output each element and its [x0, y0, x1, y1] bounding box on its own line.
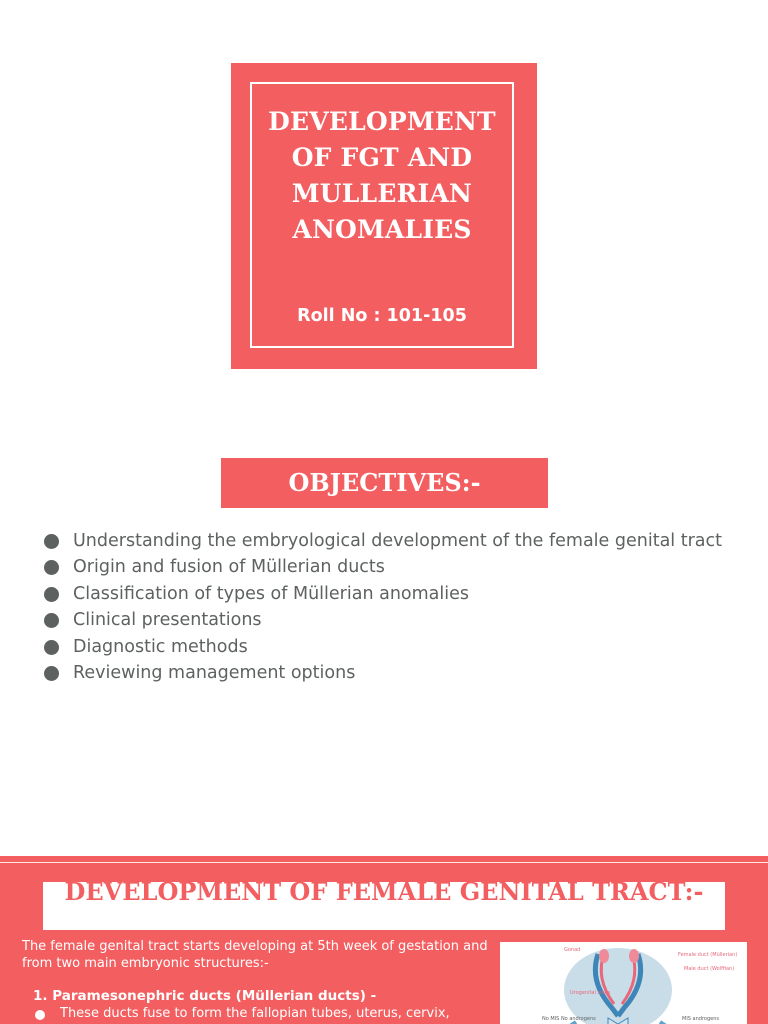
divider — [0, 862, 768, 863]
list-item: Clinical presentations — [44, 607, 754, 633]
label-gonad: Gonad — [564, 947, 581, 953]
bullet-icon — [35, 1010, 45, 1020]
development-heading-box — [43, 877, 725, 930]
bullet-icon — [44, 640, 59, 655]
roll-number: Roll No : 101-105 — [297, 306, 467, 326]
list-item: Diagnostic methods — [44, 634, 754, 660]
bullet-icon — [44, 534, 59, 549]
sub-bullet: These ducts fuse to form the fallopian tubes, uterus, cervix, — [33, 1006, 510, 1021]
label-male-duct: Male duct (Wolffian) — [684, 966, 735, 972]
gonad-left — [599, 949, 609, 963]
numbered-item: 1. Paramesonephric ducts (Müllerian ducts) - — [33, 988, 377, 1004]
objectives-heading: OBJECTIVES:- — [221, 458, 548, 508]
duct-diagram-graphic — [500, 942, 747, 1024]
gonad-right — [629, 949, 639, 963]
list-item: Origin and fusion of Müllerian ducts — [44, 554, 754, 580]
label-female-duct: Female duct (Müllerian) — [678, 952, 738, 958]
label-sinus: Urogenital sinus — [570, 990, 611, 996]
objectives-list — [44, 528, 754, 686]
bullet-icon — [44, 587, 59, 602]
label-no-mis: No MIS No androgens — [542, 1016, 596, 1022]
intro-paragraph: The female genital tract starts developing at 5th week of gestation and from two main embryonic structures:- — [22, 939, 488, 971]
embryology-diagram — [500, 942, 747, 1024]
title-card — [231, 63, 537, 369]
presentation-title: DEVELOPMENT OF FGT AND MULLERIAN ANOMALIES — [268, 107, 496, 244]
title-frame — [250, 82, 514, 348]
development-heading: DEVELOPMENT OF FEMALE GENITAL TRACT:- — [64, 877, 704, 906]
list-item: Classification of types of Müllerian anomalies — [44, 581, 754, 607]
development-slide — [0, 856, 768, 1024]
bullet-icon — [44, 666, 59, 681]
bullet-icon — [44, 560, 59, 575]
bullet-icon — [44, 613, 59, 628]
list-item: Understanding the embryological development of the female genital tract — [44, 528, 754, 554]
label-mis: MIS androgens — [682, 1016, 719, 1022]
list-item: Reviewing management options — [44, 660, 754, 686]
